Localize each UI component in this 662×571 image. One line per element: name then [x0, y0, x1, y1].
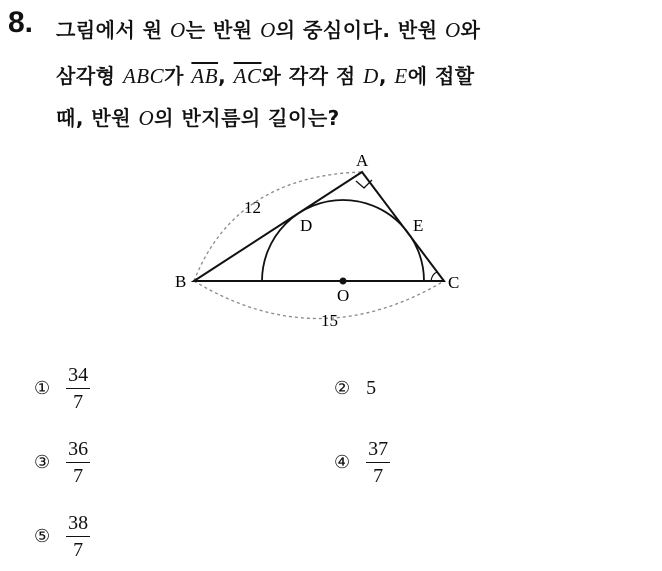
- label-b: B: [175, 272, 187, 291]
- label-e: E: [413, 216, 424, 235]
- choice-5-fraction: [66, 512, 90, 561]
- question-line-3: 때, 반원 O의 반지름의 길이는?: [56, 106, 340, 130]
- length-label-ab: 12: [244, 198, 261, 217]
- choice-2-marker: ②: [334, 378, 351, 399]
- choice-1-marker: ①: [34, 378, 51, 399]
- choice-4-numerator: 37: [366, 438, 390, 463]
- label-d: D: [300, 216, 313, 235]
- choice-3-marker: ③: [34, 452, 51, 473]
- choice-5-numerator: 38: [66, 512, 90, 537]
- choice-1-denominator: 7: [73, 391, 84, 413]
- choice-5-denominator: 7: [73, 539, 84, 561]
- choice-2[interactable]: [334, 377, 376, 400]
- triangle-abc: [194, 172, 444, 281]
- dashed-arc-bc: [194, 281, 444, 319]
- semicircle-o: [262, 200, 424, 281]
- angle-mark-c: [431, 272, 437, 281]
- question-line-1: 그림에서 원 O는 반원 O의 중심이다. 반원 O와: [56, 18, 481, 42]
- question-line-2: 삼각형 ABC가 $\overline{AB}$, $\overline{AC}$와 각각 점 D, E에 접할: [56, 64, 475, 88]
- choice-1-fraction: [66, 364, 90, 413]
- choice-4-marker: ④: [334, 452, 351, 473]
- length-label-bc: 15: [321, 311, 338, 330]
- choice-1[interactable]: [34, 364, 90, 413]
- question-number: 8.: [8, 6, 34, 39]
- choice-4-fraction: [366, 438, 390, 487]
- choice-5-marker: ⑤: [34, 526, 51, 547]
- choice-3-fraction: [66, 438, 90, 487]
- label-o: O: [337, 286, 350, 305]
- choice-2-value: 5: [366, 377, 377, 399]
- choice-4-denominator: 7: [373, 465, 384, 487]
- choice-3-numerator: 36: [66, 438, 90, 463]
- choice-5[interactable]: [34, 512, 90, 561]
- label-a: A: [356, 151, 369, 170]
- label-c: C: [448, 273, 460, 292]
- choice-4[interactable]: [334, 438, 390, 487]
- choice-3-denominator: 7: [73, 465, 84, 487]
- choice-1-numerator: 34: [66, 364, 90, 389]
- choice-3[interactable]: [34, 438, 90, 487]
- center-point-o: [340, 278, 347, 285]
